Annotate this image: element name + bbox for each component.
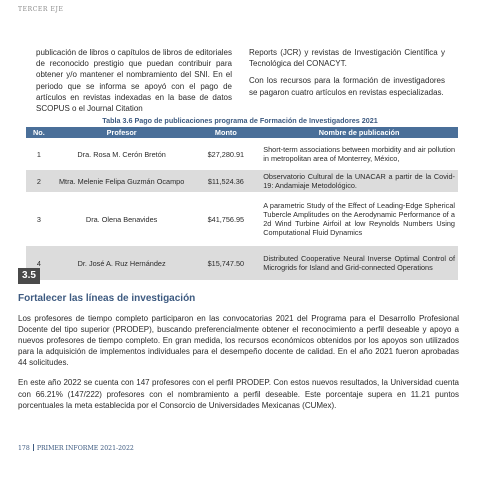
cell-monto: $41,756.95 bbox=[191, 192, 260, 246]
intro-left-column bbox=[36, 47, 232, 120]
cell-publicacion: Short-term associations between morbidity and air pollution in metropolitan area of Monterrey, México, bbox=[260, 138, 458, 170]
publications-table bbox=[26, 127, 458, 280]
table-row bbox=[26, 170, 458, 192]
intro-columns bbox=[36, 47, 445, 120]
table-row bbox=[26, 246, 458, 280]
table-row bbox=[26, 138, 458, 170]
cell-profesor: Dr. José A. Ruz Hernández bbox=[52, 246, 192, 280]
intro-right-paragraph-2: Con los recursos para la formación de investigadores se pagaron cuatro artículos en revistas especializadas. bbox=[249, 76, 445, 97]
cell-profesor: Mtra. Melenie Felipa Guzmán Ocampo bbox=[52, 170, 192, 192]
cell-no: 3 bbox=[26, 192, 52, 246]
page-footer bbox=[18, 444, 134, 452]
cell-monto: $15,747.50 bbox=[191, 246, 260, 280]
cell-no: 4 bbox=[26, 246, 52, 280]
section-body bbox=[18, 313, 459, 420]
table-caption: Tabla 3.6 Pago de publicaciones programa de Formación de Investigadores 2021 bbox=[102, 116, 378, 125]
section-paragraph-2: En este año 2022 se cuenta con 147 profesores con el perfil PRODEP. Con estos nuevos resultados, la Universidad cuenta con 66.21% (147/222) profesores con el nombramiento a perfil deseable. Este porcentaje supera en 11.21 puntos porcentuales la meta establecida por el Consorcio de Universidades Mexicanas (CUMex). bbox=[18, 378, 459, 410]
header-monto: Monto bbox=[191, 127, 260, 138]
table-row bbox=[26, 192, 458, 246]
table-header-row bbox=[26, 127, 458, 138]
page-number: 178 bbox=[18, 445, 30, 452]
cell-profesor: Dra. Olena Benavides bbox=[52, 192, 192, 246]
header-publicacion: Nombre de publicación bbox=[260, 127, 458, 138]
cell-publicacion: A parametric Study of the Effect of Leading-Edge Spherical Tubercle Amplitudes on the Aerodynamic Performance of a 2d Wind Turbine Airfoil at low Reynolds Numbers Using Computational Fluid Dynamics bbox=[260, 192, 458, 246]
section-header-eje: TERCER EJE bbox=[18, 6, 64, 13]
header-no: No. bbox=[26, 127, 52, 138]
intro-right-column bbox=[249, 47, 445, 120]
intro-left-paragraph: publicación de libros o capítulos de libros de editoriales de reconocido prestigio que puedan contribuir para obtener y/o mantener el nombramiento del SNI. En el periodo que se informa se apoyó con el pago de artículos en revistas indexadas en la base de datos SCOPUS o el Journal Citation bbox=[36, 48, 232, 114]
cell-publicacion: Distributed Cooperative Neural Inverse Optimal Control of Microgrids for Island and Grid-connected Operations bbox=[260, 246, 458, 280]
footer-divider bbox=[33, 444, 34, 451]
section-title: Fortalecer las líneas de investigación bbox=[18, 293, 196, 304]
cell-publicacion: Observatorio Cultural de la UNACAR a partir de la Covid-19: Andamiaje Metodológico. bbox=[260, 170, 458, 192]
cell-monto: $27,280.91 bbox=[191, 138, 260, 170]
footer-title: PRIMER INFORME 2021-2022 bbox=[36, 445, 134, 452]
cell-profesor: Dra. Rosa M. Cerón Bretón bbox=[52, 138, 192, 170]
section-paragraph-1: Los profesores de tiempo completo participaron en las convocatorias 2021 del Programa para el Desarrollo Profesional Docente del tipo superior (PRODEP), buscando preferencialmente obtener el reconocimiento a perfil deseable y apoyo a nuevos profesores de tiempo completo. En gran medida, los recursos económicos obtenidos por los apoyos son utilizados para la adquisición de implementos individuales para el desempeño docente de calidad. En el año 2021 fueron aprobadas 44 solicitudes. bbox=[18, 314, 459, 368]
section-number-badge: 3.5 bbox=[18, 268, 40, 284]
cell-no: 1 bbox=[26, 138, 52, 170]
header-profesor: Profesor bbox=[52, 127, 192, 138]
cell-no: 2 bbox=[26, 170, 52, 192]
cell-monto: $11,524.36 bbox=[191, 170, 260, 192]
intro-right-paragraph-1: Reports (JCR) y revistas de Investigación Científica y Tecnológica del CONACYT. bbox=[249, 48, 445, 69]
